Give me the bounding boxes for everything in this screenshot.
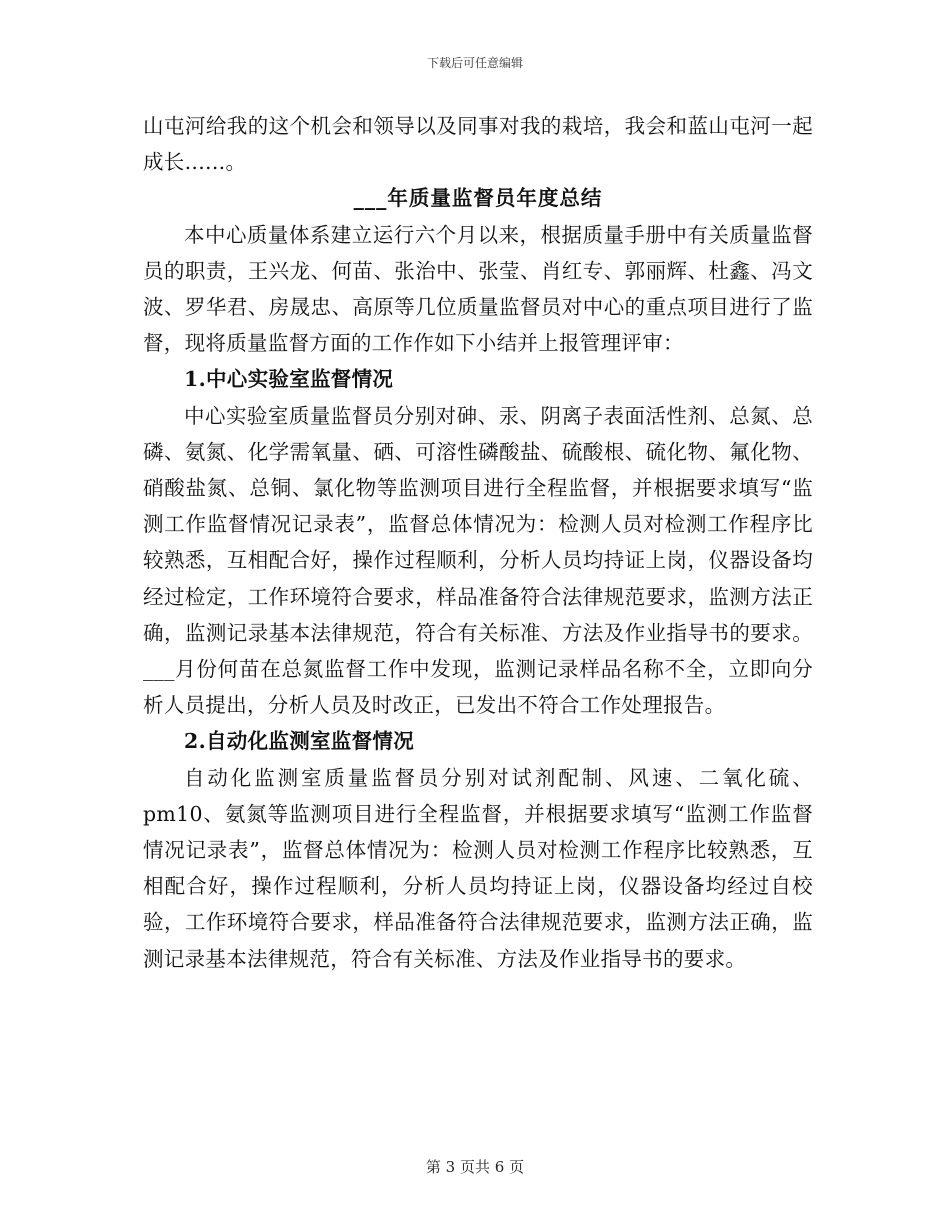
paragraph-intro: 本中心质量体系建立运行六个月以来，根据质量手册中有关质量监督员的职责，王兴龙、何苗、张治中、张莹、肖红专、郭丽辉、杜鑫、冯文波、罗华君、房晟忠、高原等几位质量监督员对中心的重点项目进行了监督，现将质量监督方面的工作作如下小结并上报管理评审： <box>143 222 813 356</box>
paragraph-continuation: 山屯河给我的这个机会和领导以及同事对我的栽培，我会和蓝山屯河一起成长......。 <box>143 114 813 175</box>
section-title: ___年质量监督员年度总结 <box>353 186 603 211</box>
document-body <box>143 108 813 977</box>
heading-automation-lab: 2.自动化监测室监督情况 <box>184 729 415 754</box>
heading-central-lab: 1.中心实验室监督情况 <box>184 367 394 392</box>
page-footer: 第 3 页共 6 页 <box>425 1158 525 1176</box>
paragraph-central-lab: 中心实验室质量监督员分别对砷、汞、阴离子表面活性剂、总氮、总磷、氨氮、化学需氧量、硒、可溶性磷酸盐、硫酸根、硫化物、氟化物、硝酸盐氮、总铜、氯化物等监测项目进行全程监督，并根据要求填写“监测工作监督情况记录表”，监督总体情况为：检测人员对检测工作程序比较熟悉，互相配合好，操作过程顺利，分析人员均持证上岗，仪器设备均经过检定，工作环境符合要求，样品准备符合法律规范要求，监测方法正确，监测记录基本法律规范，符合有关标准、方法及作业指导书的要求。___月份何苗在总氮监督工作中发现，监测记录样品名称不全，立即向分析人员提出，分析人员及时改正，已发出不符合工作处理报告。 <box>143 403 813 718</box>
page-header: 下载后可任意编辑 <box>426 56 523 70</box>
paragraph-automation-lab: 自动化监测室质量监督员分别对试剂配制、风速、二氧化硫、pm10、氨氮等监测项目进行全程监督，并根据要求填写“监测工作监督情况记录表”，监督总体情况为：检测人员对检测工作程序比较熟悉，互相配合好，操作过程顺利，分析人员均持证上岗，仪器设备均经过自校验，工作环境符合要求，样品准备符合法律规范要求，监测方法正确，监测记录基本法律规范，符合有关标准、方法及作业指导书的要求。 <box>143 765 813 971</box>
